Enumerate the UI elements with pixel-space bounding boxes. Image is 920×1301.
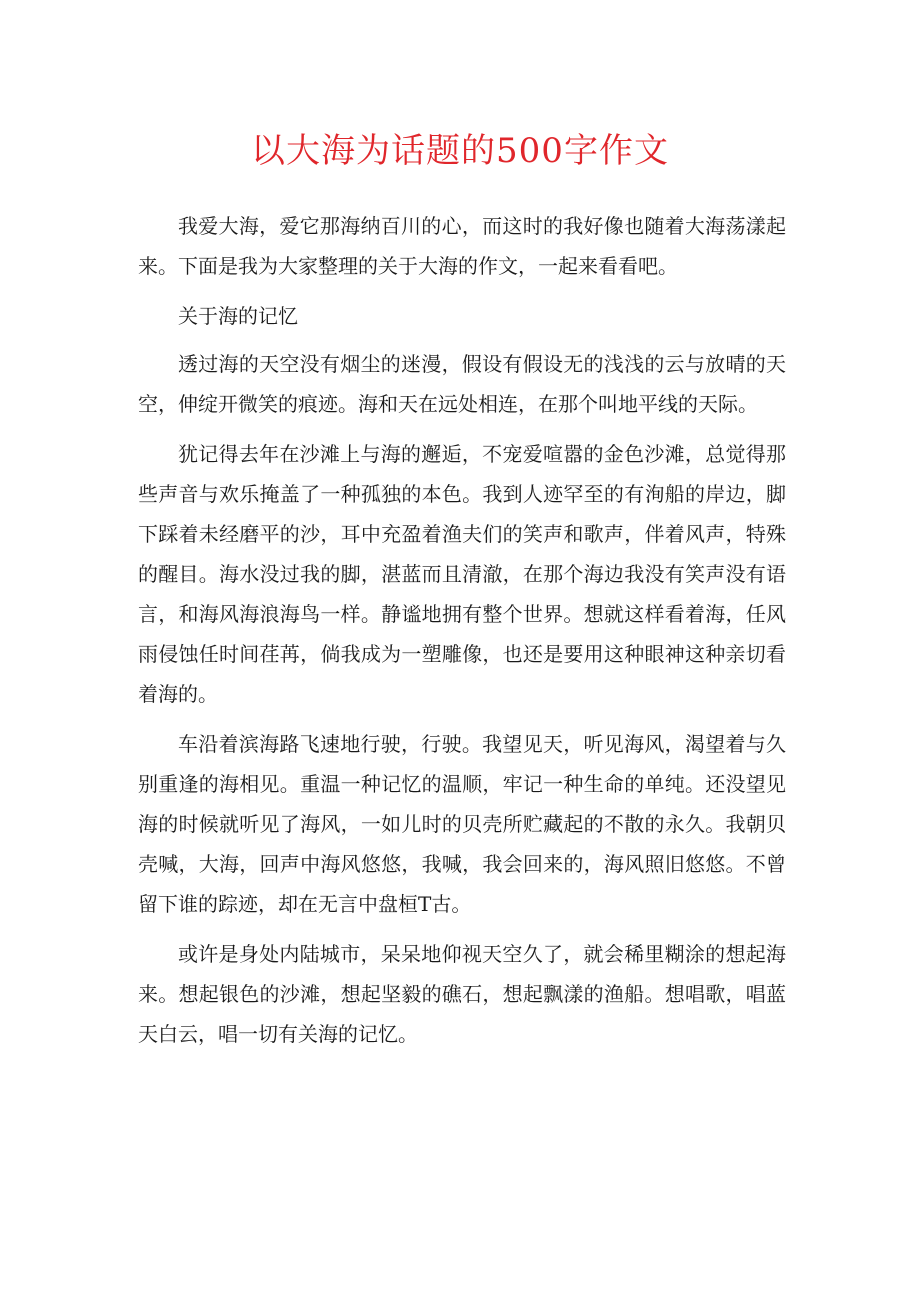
- paragraph-intro: 我爱大海，爱它那海纳百川的心，而这时的我好像也随着大海荡漾起来。下面是我为大家整理的关于大海的作文，一起来看看吧。: [138, 214, 786, 278]
- document-title: 以大海为话题的500字作文: [251, 131, 669, 171]
- paragraph: 或许是身处内陆城市，呆呆地仰视天空久了，就会稀里糊涂的想起海来。想起银色的沙滩，想起坚毅的礁石，想起飘漾的渔船。想唱歌，唱蓝天白云，唱一切有关海的记忆。: [138, 942, 786, 1046]
- document-body: [138, 206, 786, 1064]
- paragraph: 透过海的天空没有烟尘的迷漫，假设有假设无的浅浅的云与放晴的天空，伸绽开微笑的痕迹。海和天在远处相连，在那个叫地平线的天际。: [138, 352, 786, 416]
- section-heading: 关于海的记忆: [178, 304, 298, 328]
- paragraph: 车沿着滨海路飞速地行驶，行驶。我望见天，听见海风，渴望着与久别重逢的海相见。重温一种记忆的温顺，牢记一种生命的单纯。还没望见海的时候就听见了海风，一如儿时的贝壳所贮藏起的不散的永久。我朝贝壳喊，大海，回声中海风悠悠，我喊，我会回来的，海风照旧悠悠。不曾留下谁的踪迹，却在无言中盘桓T古。: [138, 732, 786, 916]
- paragraph: 犹记得去年在沙滩上与海的邂逅，不宠爱喧嚣的金色沙滩，总觉得那些声音与欢乐掩盖了一种孤独的本色。我到人迹罕至的有洵船的岸边，脚下踩着未经磨平的沙，耳中充盈着渔夫们的笑声和歌声，伴着风声，特殊的醒目。海水没过我的脚，湛蓝而且清澈，在那个海边我没有笑声没有语言，和海风海浪海鸟一样。静谧地拥有整个世界。想就这样看着海，任风雨侵蚀任时间荏苒，倘我成为一塑雕像，也还是要用这种眼神这种亲切看着海的。: [138, 442, 786, 706]
